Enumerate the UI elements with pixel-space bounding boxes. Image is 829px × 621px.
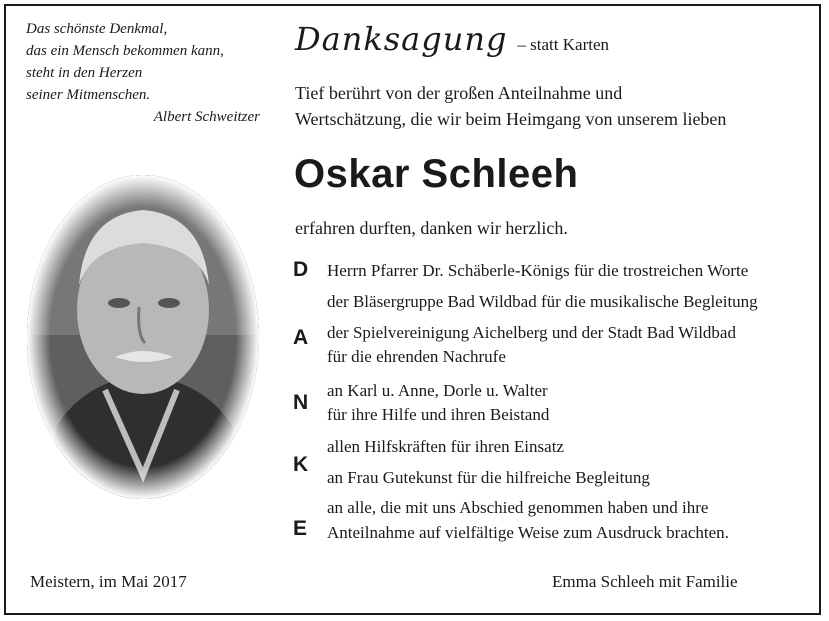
portrait-photo bbox=[27, 175, 259, 499]
notice-subtitle: – statt Karten bbox=[517, 35, 610, 54]
thanks-line: an Karl u. Anne, Dorle u. Walter bbox=[327, 381, 548, 400]
thanks-line: Anteilnahme auf vielfältige Weise zum Ausdruck brachten. bbox=[327, 523, 729, 542]
thanks-line: allen Hilfskräften für ihren Einsatz bbox=[327, 437, 564, 456]
notice-title: Danksagung bbox=[295, 20, 508, 58]
acrostic-letter-n: N bbox=[293, 391, 309, 414]
portrait-illustration bbox=[27, 175, 259, 499]
notice-title-row bbox=[295, 20, 609, 58]
quote-block bbox=[26, 18, 266, 128]
quote-line: das ein Mensch bekommen kann, bbox=[26, 43, 224, 59]
quote-line: steht in den Herzen bbox=[26, 65, 143, 81]
thanks-line: für ihre Hilfe und ihren Beistand bbox=[327, 405, 550, 424]
thanks-line: an Frau Gutekunst für die hilfreiche Begleitung bbox=[327, 468, 650, 487]
signature: Emma Schleeh mit Familie bbox=[552, 572, 738, 591]
intro-text bbox=[295, 80, 815, 132]
acrostic-letter-a: A bbox=[293, 326, 309, 349]
intro-line: Wertschätzung, die wir beim Heimgang von unserem lieben bbox=[295, 109, 727, 129]
deceased-name: Oskar Schleeh bbox=[294, 152, 579, 196]
intro-line: Tief berührt von der großen Anteilnahme und bbox=[295, 83, 623, 103]
acrostic-letter-k: K bbox=[293, 453, 309, 476]
quote-line: Das schönste Denkmal, bbox=[26, 21, 168, 37]
thanks-line: Herrn Pfarrer Dr. Schäberle-Königs für die trostreichen Worte bbox=[327, 261, 749, 280]
thanks-line: an alle, die mit uns Abschied genommen haben und ihre bbox=[327, 498, 709, 517]
thanks-line: der Spielvereinigung Aichelberg und der Stadt Bad Wildbad bbox=[327, 323, 736, 342]
acrostic-letter-d: D bbox=[293, 258, 309, 281]
quote-author: Albert Schweitzer bbox=[153, 109, 260, 125]
thanks-line: für die ehrenden Nachrufe bbox=[327, 347, 506, 366]
thanks-line: der Bläsergruppe Bad Wildbad für die musikalische Begleitung bbox=[327, 292, 758, 311]
quote-line: seiner Mitmenschen. bbox=[26, 87, 151, 103]
after-name-text: erfahren durften, danken wir herzlich. bbox=[295, 218, 568, 238]
place-date: Meistern, im Mai 2017 bbox=[30, 572, 187, 591]
acrostic-letter-e: E bbox=[293, 517, 308, 540]
